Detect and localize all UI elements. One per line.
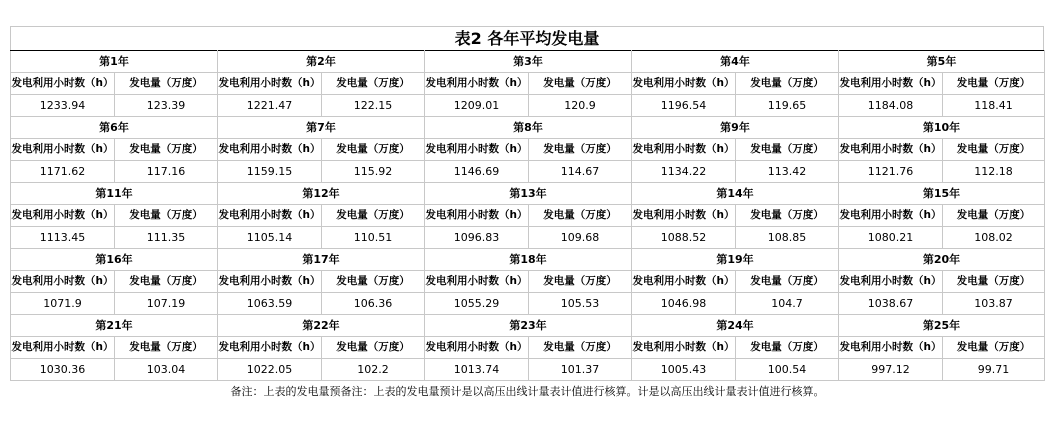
energy-column-header: 发电量（万度） [529, 73, 632, 95]
hours-value-cell: 1013.74 [425, 359, 529, 381]
column-header-row [11, 337, 1045, 359]
hours-value-cell: 1196.54 [632, 95, 736, 117]
energy-value-cell: 118.41 [943, 95, 1045, 117]
hours-column-header: 发电利用小时数（h） [425, 205, 529, 227]
energy-column-header: 发电量（万度） [322, 337, 425, 359]
hours-column-header: 发电利用小时数（h） [11, 205, 115, 227]
energy-value-cell: 104.7 [736, 293, 839, 315]
energy-value-cell: 110.51 [322, 227, 425, 249]
energy-value-cell: 107.19 [115, 293, 218, 315]
energy-value-cell: 100.54 [736, 359, 839, 381]
hours-value-cell: 1096.83 [425, 227, 529, 249]
energy-column-header: 发电量（万度） [736, 271, 839, 293]
energy-value-cell: 106.36 [322, 293, 425, 315]
energy-column-header: 发电量（万度） [529, 271, 632, 293]
energy-value-cell: 103.87 [943, 293, 1045, 315]
energy-column-header: 发电量（万度） [322, 271, 425, 293]
hours-column-header: 发电利用小时数（h） [218, 271, 322, 293]
energy-column-header: 发电量（万度） [529, 139, 632, 161]
hours-value-cell: 1046.98 [632, 293, 736, 315]
energy-value-cell: 123.39 [115, 95, 218, 117]
power-generation-table-sheet [10, 26, 1044, 402]
year-label: 第24年 [632, 315, 839, 337]
hours-column-header: 发电利用小时数（h） [632, 139, 736, 161]
energy-column-header: 发电量（万度） [736, 73, 839, 95]
hours-column-header: 发电利用小时数（h） [839, 139, 943, 161]
year-label: 第11年 [11, 183, 218, 205]
year-label: 第20年 [839, 249, 1045, 271]
year-label: 第7年 [218, 117, 425, 139]
table-note: 备注：上表的发电量预备注：上表的发电量预计是以高压出线计量表计值进行核算。计是以高压出线计量表计值进行核算。 [11, 381, 1045, 403]
hours-column-header: 发电利用小时数（h） [218, 205, 322, 227]
table-body [11, 51, 1045, 403]
hours-column-header: 发电利用小时数（h） [425, 73, 529, 95]
hours-value-cell: 1121.76 [839, 161, 943, 183]
energy-value-cell: 111.35 [115, 227, 218, 249]
hours-value-cell: 1071.9 [11, 293, 115, 315]
energy-value-cell: 117.16 [115, 161, 218, 183]
column-header-row [11, 205, 1045, 227]
energy-value-cell: 113.42 [736, 161, 839, 183]
energy-column-header: 发电量（万度） [529, 337, 632, 359]
energy-value-cell: 105.53 [529, 293, 632, 315]
column-header-row [11, 271, 1045, 293]
value-row [11, 95, 1045, 117]
value-row [11, 161, 1045, 183]
hours-column-header: 发电利用小时数（h） [839, 73, 943, 95]
energy-value-cell: 108.85 [736, 227, 839, 249]
year-label: 第17年 [218, 249, 425, 271]
energy-value-cell: 115.92 [322, 161, 425, 183]
hours-value-cell: 1113.45 [11, 227, 115, 249]
hours-value-cell: 997.12 [839, 359, 943, 381]
energy-value-cell: 114.67 [529, 161, 632, 183]
energy-value-cell: 109.68 [529, 227, 632, 249]
hours-column-header: 发电利用小时数（h） [632, 337, 736, 359]
hours-value-cell: 1184.08 [839, 95, 943, 117]
hours-column-header: 发电利用小时数（h） [11, 73, 115, 95]
hours-value-cell: 1105.14 [218, 227, 322, 249]
hours-value-cell: 1022.05 [218, 359, 322, 381]
energy-value-cell: 120.9 [529, 95, 632, 117]
hours-value-cell: 1221.47 [218, 95, 322, 117]
year-label: 第9年 [632, 117, 839, 139]
year-label-row [11, 315, 1045, 337]
column-header-row [11, 139, 1045, 161]
energy-column-header: 发电量（万度） [943, 337, 1045, 359]
energy-value-cell: 108.02 [943, 227, 1045, 249]
year-label: 第25年 [839, 315, 1045, 337]
energy-column-header: 发电量（万度） [322, 205, 425, 227]
energy-column-header: 发电量（万度） [736, 205, 839, 227]
value-row [11, 293, 1045, 315]
year-label: 第13年 [425, 183, 632, 205]
year-label: 第21年 [11, 315, 218, 337]
year-label: 第6年 [11, 117, 218, 139]
hours-value-cell: 1209.01 [425, 95, 529, 117]
hours-column-header: 发电利用小时数（h） [218, 139, 322, 161]
year-label: 第19年 [632, 249, 839, 271]
year-label: 第16年 [11, 249, 218, 271]
year-label: 第2年 [218, 51, 425, 73]
column-header-row [11, 73, 1045, 95]
hours-value-cell: 1063.59 [218, 293, 322, 315]
year-label-row [11, 183, 1045, 205]
hours-column-header: 发电利用小时数（h） [218, 73, 322, 95]
energy-column-header: 发电量（万度） [943, 73, 1045, 95]
hours-column-header: 发电利用小时数（h） [11, 139, 115, 161]
energy-value-cell: 102.2 [322, 359, 425, 381]
energy-column-header: 发电量（万度） [529, 205, 632, 227]
year-label: 第22年 [218, 315, 425, 337]
energy-value-cell: 101.37 [529, 359, 632, 381]
value-row [11, 227, 1045, 249]
hours-column-header: 发电利用小时数（h） [425, 271, 529, 293]
year-label: 第1年 [11, 51, 218, 73]
hours-column-header: 发电利用小时数（h） [632, 205, 736, 227]
hours-value-cell: 1159.15 [218, 161, 322, 183]
energy-value-cell: 99.71 [943, 359, 1045, 381]
hours-value-cell: 1030.36 [11, 359, 115, 381]
hours-column-header: 发电利用小时数（h） [11, 337, 115, 359]
energy-column-header: 发电量（万度） [322, 139, 425, 161]
hours-column-header: 发电利用小时数（h） [425, 337, 529, 359]
energy-column-header: 发电量（万度） [736, 139, 839, 161]
hours-value-cell: 1134.22 [632, 161, 736, 183]
energy-column-header: 发电量（万度） [115, 205, 218, 227]
hours-column-header: 发电利用小时数（h） [632, 73, 736, 95]
year-label-row [11, 249, 1045, 271]
hours-value-cell: 1233.94 [11, 95, 115, 117]
hours-value-cell: 1038.67 [839, 293, 943, 315]
year-label: 第8年 [425, 117, 632, 139]
energy-column-header: 发电量（万度） [943, 271, 1045, 293]
energy-column-header: 发电量（万度） [736, 337, 839, 359]
year-label: 第14年 [632, 183, 839, 205]
energy-value-cell: 103.04 [115, 359, 218, 381]
hours-column-header: 发电利用小时数（h） [839, 271, 943, 293]
energy-column-header: 发电量（万度） [115, 139, 218, 161]
hours-value-cell: 1080.21 [839, 227, 943, 249]
hours-value-cell: 1088.52 [632, 227, 736, 249]
year-label: 第4年 [632, 51, 839, 73]
year-label: 第5年 [839, 51, 1045, 73]
energy-column-header: 发电量（万度） [322, 73, 425, 95]
hours-value-cell: 1055.29 [425, 293, 529, 315]
year-label-row [11, 51, 1045, 73]
hours-column-header: 发电利用小时数（h） [425, 139, 529, 161]
energy-value-cell: 122.15 [322, 95, 425, 117]
energy-value-cell: 119.65 [736, 95, 839, 117]
energy-column-header: 发电量（万度） [115, 73, 218, 95]
year-label: 第18年 [425, 249, 632, 271]
year-label-row [11, 117, 1045, 139]
energy-column-header: 发电量（万度） [943, 139, 1045, 161]
year-label: 第10年 [839, 117, 1045, 139]
note-row [11, 381, 1045, 403]
energy-column-header: 发电量（万度） [943, 205, 1045, 227]
value-row [11, 359, 1045, 381]
year-label: 第3年 [425, 51, 632, 73]
energy-value-cell: 112.18 [943, 161, 1045, 183]
hours-column-header: 发电利用小时数（h） [218, 337, 322, 359]
year-label: 第23年 [425, 315, 632, 337]
hours-value-cell: 1146.69 [425, 161, 529, 183]
hours-column-header: 发电利用小时数（h） [839, 205, 943, 227]
table-title: 表2 各年平均发电量 [10, 26, 1044, 50]
hours-column-header: 发电利用小时数（h） [839, 337, 943, 359]
year-label: 第12年 [218, 183, 425, 205]
energy-column-header: 发电量（万度） [115, 271, 218, 293]
annual-generation-table [10, 50, 1045, 402]
hours-value-cell: 1005.43 [632, 359, 736, 381]
hours-column-header: 发电利用小时数（h） [632, 271, 736, 293]
energy-column-header: 发电量（万度） [115, 337, 218, 359]
year-label: 第15年 [839, 183, 1045, 205]
hours-value-cell: 1171.62 [11, 161, 115, 183]
hours-column-header: 发电利用小时数（h） [11, 271, 115, 293]
